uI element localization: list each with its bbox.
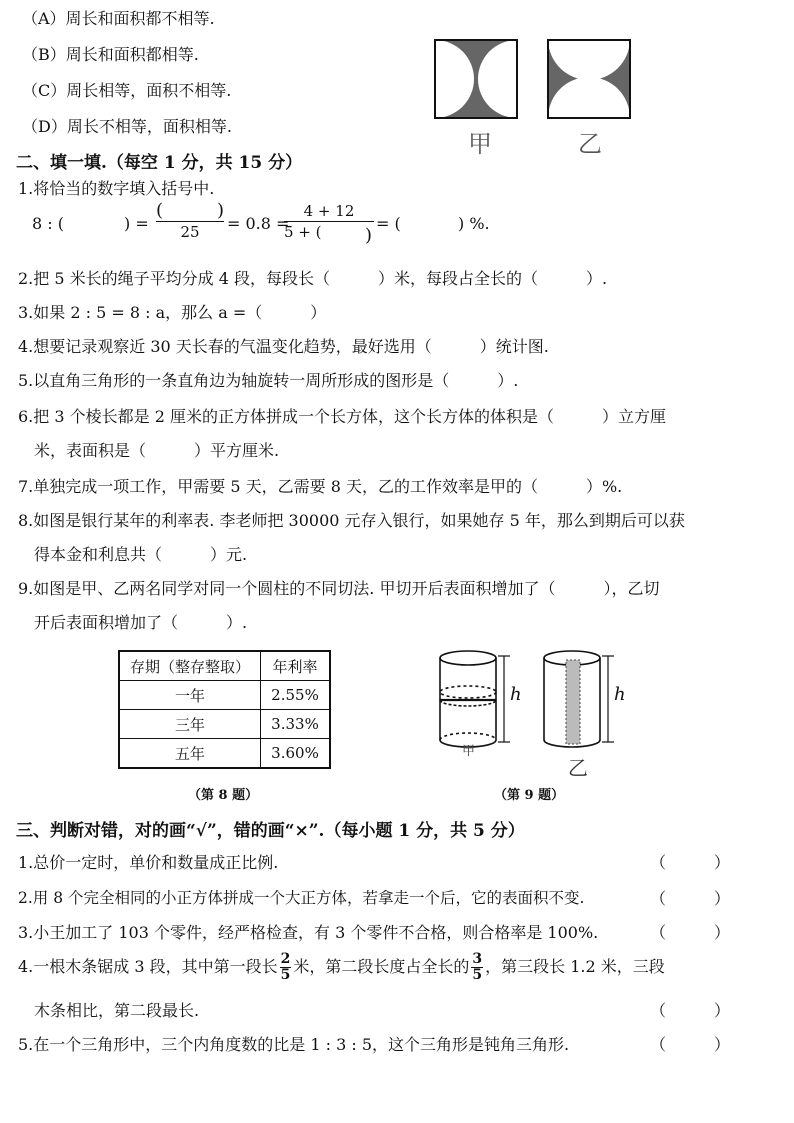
- s2-q1-frac2-den: 5 + (: [284, 223, 322, 241]
- table-cell: 三年: [119, 710, 261, 739]
- s2-q9-line1: 9.如图是甲、乙两名同学对同一个圆柱的不同切法. 甲切开后表面积增加了（ ），乙切: [18, 579, 660, 598]
- table-header-row: [119, 651, 330, 681]
- s2-q8-line2: 得本金和利息共（ ）元.: [34, 545, 248, 564]
- table-cell: 一年: [119, 681, 261, 710]
- s3-q3: 3.小王加工了 103 个零件，经严格检查，有 3 个零件不合格，则合格率是 100%.: [18, 923, 599, 942]
- cylinder-yi: [544, 651, 614, 747]
- s2-q1-text: 1.将恰当的数字填入括号中.: [18, 179, 215, 198]
- table-cell: 2.55%: [261, 681, 331, 710]
- cut-mark-jia: 甲: [462, 744, 476, 759]
- s3-q4-part-b: 米，第二段长度占全长的: [293, 957, 470, 976]
- s2-q9-line2: 开后表面积增加了（ ）.: [34, 613, 248, 632]
- option-a: （A）周长和面积都不相等.: [22, 9, 215, 28]
- option-c: （C）周长相等，面积不相等.: [22, 81, 232, 100]
- label-jia: 甲: [468, 130, 492, 158]
- frac-den: 5: [472, 967, 483, 983]
- frac-num: 2: [280, 951, 291, 967]
- s2-q8-line1: 8.如图是银行某年的利率表. 李老师把 30000 元存入银行，如果她存 5 年，那么到期后可以获: [18, 511, 685, 530]
- figure-yi: [548, 40, 630, 118]
- s3-q5: 5.在一个三角形中，三个内角度数的比是 1 : 3 : 5，这个三角形是钝角三角形.: [18, 1035, 570, 1054]
- frac-num: 3: [472, 951, 483, 967]
- s2-q1-percent: ) %.: [458, 214, 490, 233]
- s3-q4-line2: 木条相比，第二段最长.: [34, 1001, 200, 1020]
- table-header: 年利率: [261, 651, 331, 681]
- cylinder-figures: [428, 642, 648, 782]
- s2-q4: 4.想要记录观察近 30 天长春的气温变化趋势，最好选用（ ）统计图.: [18, 337, 549, 356]
- s3-q2: 2.用 8 个完全相同的小正方体拼成一个大正方体，若拿走一个后，它的表面积不变.: [18, 889, 585, 907]
- s2-q1-frac2-num: 4 + 12: [303, 202, 355, 220]
- table-cell: 3.60%: [261, 739, 331, 769]
- s3-q4-line1: [18, 952, 665, 983]
- fraction-two-fifths: [280, 952, 292, 983]
- table-row: [119, 739, 330, 769]
- square-figures: [430, 36, 640, 156]
- table-cell: 五年: [119, 739, 261, 769]
- caption-fig8: （第 8 题）: [188, 788, 259, 803]
- label-yi: 乙: [578, 130, 602, 158]
- s2-q1-lhs: 8 : (: [32, 214, 64, 233]
- s2-q1-close1: ) =: [124, 214, 149, 233]
- table-header: 存期（整存整取）: [119, 651, 261, 681]
- section3-title: 三、判断对错，对的画“√”，错的画“×”.（每小题 1 分，共 5 分）: [16, 821, 525, 841]
- s3-q1-answer-paren: （ ）: [650, 853, 731, 872]
- table-row: [119, 710, 330, 739]
- s2-q5: 5.以直角三角形的一条直角边为轴旋转一周所形成的图形是（ ）.: [18, 371, 519, 390]
- s2-q1-eq3: = (: [376, 214, 401, 233]
- s2-q3: 3.如果 2 : 5 = 8 : a，那么 a =（ ）: [18, 303, 327, 322]
- option-b: （B）周长和面积都相等.: [22, 45, 199, 64]
- label-cylinder-yi: 乙: [568, 756, 588, 780]
- caption-fig9: （第 9 题）: [494, 788, 565, 803]
- h-label-jia: h: [510, 684, 522, 705]
- s3-q5-answer-paren: （ ）: [650, 1035, 731, 1054]
- table-row: [119, 681, 330, 710]
- s2-q1-eq2: = 0.8 =: [227, 214, 290, 233]
- s2-q1-frac1-den: 25: [180, 223, 200, 241]
- table-cell: 3.33%: [261, 710, 331, 739]
- s3-q4-part-c: ，第三段长 1.2 米，三段: [485, 957, 665, 976]
- interest-rate-table: [118, 650, 331, 769]
- option-d: （D）周长不相等，面积相等.: [22, 117, 232, 136]
- fraction-three-fifths: [471, 952, 483, 983]
- s2-q6-line1: 6.把 3 个棱长都是 2 厘米的正方体拼成一个长方体，这个长方体的体积是（ ）立方厘: [18, 407, 666, 426]
- s2-q6-line2: 米，表面积是（ ）平方厘米.: [34, 441, 280, 460]
- s3-q4-answer-paren: （ ）: [650, 1001, 731, 1020]
- s3-q2-answer-paren: （ ）: [650, 889, 731, 908]
- s2-q1-fraction1: ( ) 25: [156, 200, 224, 241]
- frac-den: 5: [280, 967, 291, 983]
- figure-jia: [435, 40, 517, 118]
- s2-q7: 7.单独完成一项工作，甲需要 5 天，乙需要 8 天，乙的工作效率是甲的（ ）%.: [18, 477, 623, 496]
- s2-q1-fraction2: [284, 202, 374, 246]
- s3-q4-part-a: 4.一根木条锯成 3 段，其中第一段长: [18, 957, 278, 976]
- cylinder-jia: [440, 651, 510, 747]
- section2-title: 二、填一填.（每空 1 分，共 15 分）: [16, 153, 303, 173]
- s3-q1: 1.总价一定时，单价和数量成正比例.: [18, 853, 279, 872]
- s3-q3-answer-paren: （ ）: [650, 923, 731, 942]
- s2-q2: 2.把 5 米长的绳子平均分成 4 段，每段长（ ）米，每段占全长的（ ）.: [18, 269, 608, 288]
- h-label-yi: h: [614, 684, 626, 705]
- s2-q1-frac2-den-close: ): [364, 225, 372, 246]
